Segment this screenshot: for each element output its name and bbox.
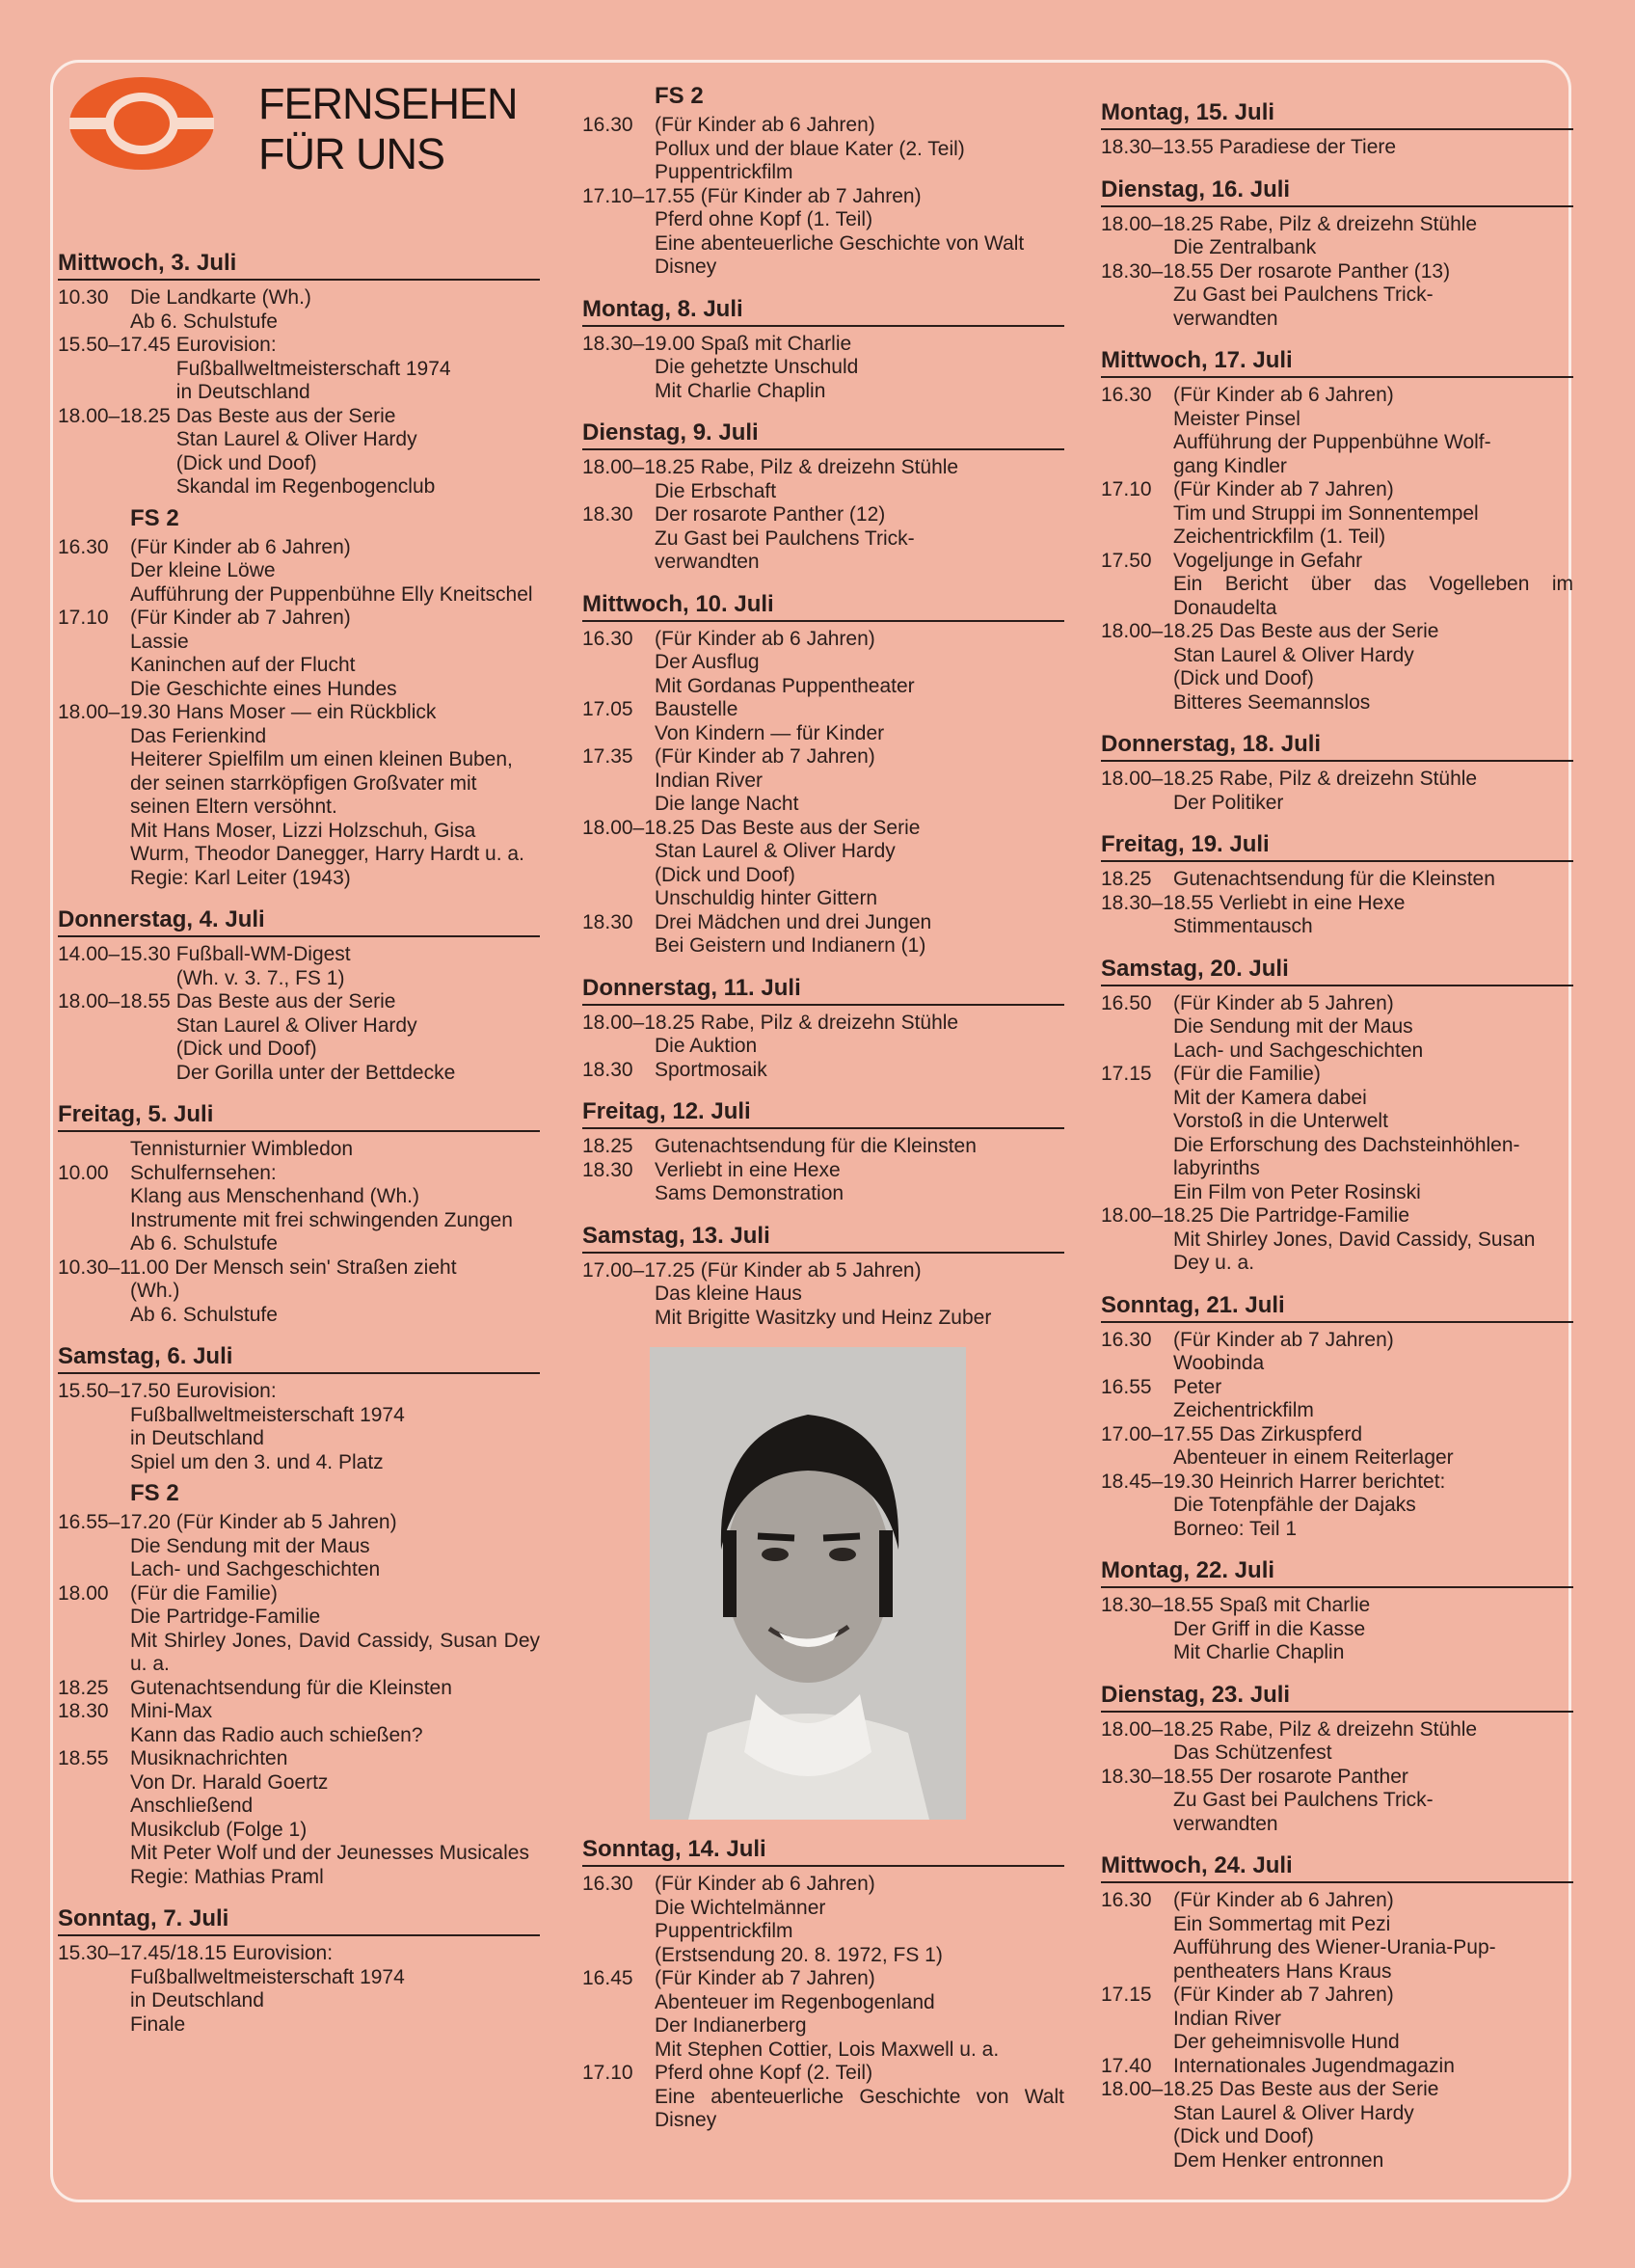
schedule-entry — [1101, 1984, 1573, 2055]
broadcast-title: Eurovision: — [175, 1380, 277, 1402]
broadcast-time: 18.30–18.55 — [1101, 891, 1214, 914]
broadcast-time: 16.30 — [58, 535, 109, 558]
schedule-entry — [1101, 136, 1573, 160]
schedule-entry — [58, 943, 540, 990]
schedule-entry — [58, 701, 540, 725]
schedule-entry — [58, 1677, 540, 1701]
schedule-entry — [1101, 550, 1573, 621]
schedule-entry — [1101, 260, 1573, 284]
broadcast-title: Eurovision: Fußballweltmeisterschaft 1974 in Deutschland — [175, 334, 451, 403]
schedule-entry — [1101, 1471, 1573, 1495]
broadcast-title: Rabe, Pilz & dreizehn Stühle — [700, 1011, 959, 1034]
broadcast-title: Vogeljunge in Gefahr Ein Bericht über das Vogelleben im Donaudelta — [1173, 549, 1573, 619]
schedule-entry — [58, 1747, 540, 1889]
day-heading: Samstag, 13. Juli — [582, 1222, 1064, 1254]
schedule-entry — [582, 333, 1064, 357]
broadcast-title: Fußball-WM-Digest (Wh. v. 3. 7., FS 1) — [175, 943, 351, 989]
broadcast-title: Rabe, Pilz & dreizehn Stühle — [1219, 768, 1478, 790]
schedule-entry — [582, 456, 1064, 480]
schedule-entry — [58, 1138, 540, 1162]
broadcast-title: (Für Kinder ab 6 Jahren) Pollux und der blaue Kater (2. Teil) Puppentrickfilm — [655, 114, 965, 183]
schedule-entry — [1101, 620, 1573, 644]
broadcast-title: Die Partridge-Familie — [1219, 1204, 1410, 1227]
broadcast-details: Stimmentausch — [1173, 915, 1313, 937]
schedule-entry — [1101, 1063, 1573, 1204]
broadcast-details: Der Griff in die Kasse Mit Charlie Chaplin — [1173, 1617, 1366, 1663]
broadcast-title: (Für Kinder ab 7 Jahren) Indian River Die lange Nacht — [655, 745, 875, 815]
day-heading: Dienstag, 9. Juli — [582, 418, 1064, 450]
broadcast-time: 17.15 — [1101, 1063, 1152, 1085]
broadcast-details: Das kleine Haus Mit Brigitte Wasitzky und Heinz Zuber — [655, 1282, 992, 1329]
broadcast-title: (Für Kinder ab 5 Jahren) Die Sendung mit der Maus Lach- und Sachgeschichten — [1173, 991, 1424, 1062]
column-3 — [1101, 83, 1573, 2210]
broadcast-title: Hans Moser — ein Rückblick — [175, 701, 437, 723]
broadcast-time: 17.10–17.55 — [582, 184, 695, 207]
broadcast-details: Die Zentralbank — [1173, 236, 1317, 258]
fs2-heading: FS 2 — [130, 1480, 179, 1506]
schedule-entry — [58, 286, 540, 334]
schedule-entry — [582, 1059, 1064, 1083]
broadcast-time: 17.35 — [582, 745, 633, 768]
broadcast-title: Baustelle Von Kindern — für Kinder — [655, 698, 885, 744]
schedule-entry — [1101, 1594, 1573, 1618]
broadcast-title: Der Mensch sein' Straßen zieht — [174, 1256, 457, 1279]
broadcast-title: Verliebt in eine Hexe Sams Demonstration — [655, 1158, 844, 1204]
broadcast-time: 16.50 — [1101, 991, 1152, 1014]
broadcast-time: 16.30 — [582, 627, 633, 650]
broadcast-time: 17.50 — [1101, 549, 1152, 572]
schedule-entry — [1101, 768, 1573, 792]
broadcast-time: 15.50–17.50 — [58, 1380, 171, 1402]
broadcast-details: Abenteuer in einem Reiterlager — [1173, 1446, 1454, 1469]
column-2 — [582, 81, 1064, 2210]
schedule-entry — [582, 2062, 1064, 2133]
broadcast-time: 18.30 — [582, 1158, 633, 1181]
day-heading: Samstag, 20. Juli — [1101, 955, 1573, 986]
day-heading: Freitag, 19. Juli — [1101, 830, 1573, 862]
schedule-entry — [58, 1511, 540, 1535]
broadcast-title: (Für Kinder ab 5 Jahren) — [700, 1258, 922, 1282]
day-heading: Dienstag, 23. Juli — [1101, 1681, 1573, 1713]
broadcast-time: 18.00–18.25 — [582, 456, 695, 478]
broadcast-time: 16.30 — [1101, 384, 1152, 406]
broadcast-time: 16.45 — [582, 1967, 633, 1989]
day-heading: Montag, 22. Juli — [1101, 1556, 1573, 1588]
schedule-entry — [582, 1259, 1064, 1283]
broadcast-title: (Für Kinder ab 7 Jahren) Indian River Der geheimnisvolle Hund — [1173, 1984, 1400, 2053]
broadcast-title: Der rosarote Panther — [1219, 1765, 1408, 1788]
broadcast-time: 18.30–13.55 — [1101, 136, 1214, 158]
schedule-entry — [58, 607, 540, 701]
broadcast-title: Rabe, Pilz & dreizehn Stühle — [1219, 1717, 1478, 1741]
broadcast-title: Spaß mit Charlie — [1219, 1594, 1371, 1616]
schedule-entry — [1101, 992, 1573, 1064]
broadcast-title: Rabe, Pilz & dreizehn Stühle — [1219, 212, 1478, 235]
broadcast-time: 16.30 — [582, 114, 633, 136]
broadcast-title: (Für die Familie) Mit der Kamera dabei Vorstoß in die Unterwelt Die Erforschung des Dachsteinhöhlen- labyrinths Ein Film von Peter Rosinski — [1173, 1063, 1520, 1203]
schedule-entry — [1101, 213, 1573, 237]
broadcast-title: Sportmosaik — [655, 1058, 767, 1081]
broadcast-time: 16.55–17.20 — [58, 1511, 171, 1533]
broadcast-details: Die Totenpfähle der Dajaks Borneo: Teil 1 — [1173, 1494, 1416, 1540]
day-heading: Sonntag, 21. Juli — [1101, 1291, 1573, 1323]
schedule-entry — [1101, 2078, 1573, 2102]
broadcast-time: 18.00 — [58, 1581, 109, 1605]
broadcast-title: Drei Mädchen und drei Jungen Bei Geistern und Indianern (1) — [655, 910, 932, 957]
schedule-entry — [1101, 868, 1573, 892]
schedule-entry — [582, 745, 1064, 817]
schedule-entry — [582, 185, 1064, 209]
broadcast-time: 18.00–18.25 — [58, 404, 171, 427]
fs2-heading: FS 2 — [130, 504, 179, 531]
broadcast-title: (Für Kinder ab 6 Jahren) Ein Sommertag mit Pezi Aufführung des Wiener-Urania-Pup- pentheaters Hans Kraus — [1173, 1889, 1496, 1983]
broadcast-title: Verliebt in eine Hexe — [1219, 891, 1406, 914]
broadcast-title: Das Beste aus der Serie Stan Laurel & Oliver Hardy (Dick und Doof) Der Gorilla unter der Bettdecke — [175, 990, 456, 1084]
broadcast-title: Peter Zeichentrickfilm — [1173, 1375, 1314, 1421]
broadcast-time: 18.55 — [58, 1747, 109, 1769]
day-heading: Sonntag, 7. Juli — [58, 1904, 540, 1936]
schedule-entry — [58, 1162, 540, 1256]
day-heading: Montag, 8. Juli — [582, 295, 1064, 327]
broadcast-time: 18.25 — [582, 1135, 633, 1157]
schedule-entry — [1101, 2055, 1573, 2079]
broadcast-title: Tennisturnier Wimbledon — [130, 1138, 354, 1160]
day-heading: Donnerstag, 11. Juli — [582, 974, 1064, 1006]
broadcast-details: Fußballweltmeisterschaft 1974 in Deutschland Finale — [130, 1965, 405, 2036]
schedule-entry — [582, 698, 1064, 745]
broadcast-title: Das Beste aus der Serie — [1219, 620, 1439, 642]
broadcast-title: Rabe, Pilz & dreizehn Stühle — [700, 456, 959, 478]
day-heading: Mittwoch, 17. Juli — [1101, 346, 1573, 378]
broadcast-title: Gutenachtsendung für die Kleinsten — [1173, 868, 1495, 890]
header — [58, 69, 540, 233]
broadcast-time: 18.30–18.55 — [1101, 259, 1214, 283]
day-heading: Sonntag, 14. Juli — [582, 1835, 1064, 1867]
schedule-entry — [58, 1700, 540, 1747]
day-heading: Mittwoch, 10. Juli — [582, 590, 1064, 622]
broadcast-time: 18.25 — [58, 1676, 109, 1699]
title-line-1: FERNSEHEN — [258, 79, 518, 128]
day-heading: Samstag, 6. Juli — [58, 1342, 540, 1374]
schedule-entry — [582, 911, 1064, 958]
broadcast-time: 18.25 — [1101, 868, 1152, 890]
schedule-entry — [582, 1012, 1064, 1036]
broadcast-title: Musiknachrichten Von Dr. Harald Goertz Anschließend Musikclub (Folge 1) Mit Peter Wolf und der Jeunesses Musicales Regie: Mathias Praml — [130, 1747, 529, 1888]
broadcast-time: 17.00–17.25 — [582, 1258, 695, 1282]
day-heading: Freitag, 5. Juli — [58, 1100, 540, 1132]
broadcast-details: Stan Laurel & Oliver Hardy (Dick und Doof) Unschuldig hinter Gittern — [655, 840, 896, 909]
broadcast-time: 18.00–18.25 — [1101, 2078, 1214, 2100]
schedule-entry — [58, 1942, 540, 1966]
broadcast-details: Zu Gast bei Paulchens Trick- verwandten — [1173, 284, 1434, 330]
broadcast-time: 18.30 — [582, 910, 633, 933]
broadcast-details: Fußballweltmeisterschaft 1974 in Deutschland Spiel um den 3. und 4. Platz — [130, 1403, 405, 1473]
schedule-entry — [58, 1380, 540, 1404]
schedule-entry — [582, 1967, 1064, 2062]
day-heading: Dienstag, 16. Juli — [1101, 176, 1573, 207]
broadcast-time: 17.15 — [1101, 1984, 1152, 2006]
day-heading: Mittwoch, 24. Juli — [1101, 1851, 1573, 1883]
broadcast-time: 17.10 — [58, 607, 109, 629]
broadcast-details: Die gehetzte Unschuld Mit Charlie Chaplin — [655, 356, 859, 402]
schedule-entry — [1101, 1889, 1573, 1984]
day-heading: Freitag, 12. Juli — [582, 1097, 1064, 1129]
broadcast-details: Das Schützenfest — [1173, 1742, 1332, 1764]
broadcast-title: (Für Kinder ab 6 Jahren) Der Ausflug Mit Gordanas Puppentheater — [655, 627, 915, 697]
broadcast-details: Der Politiker — [1173, 791, 1284, 814]
broadcast-time: 10.30–11.00 — [58, 1256, 170, 1279]
broadcast-time: 18.00–18.25 — [582, 816, 695, 839]
broadcast-details: Die Auktion — [655, 1035, 758, 1057]
schedule-entry — [1101, 1423, 1573, 1447]
broadcast-time: 18.00–18.55 — [58, 990, 171, 1012]
broadcast-time: 14.00–15.30 — [58, 943, 171, 965]
day-heading: Donnerstag, 4. Juli — [58, 905, 540, 937]
day-heading: Montag, 15. Juli — [1101, 98, 1573, 130]
schedule-entry — [58, 1256, 540, 1281]
broadcast-details: Stan Laurel & Oliver Hardy (Dick und Doof) Bitteres Seemannslos — [1173, 643, 1414, 714]
broadcast-title: Schulfernsehen: Klang aus Menschenhand (Wh.) Instrumente mit frei schwingenden Zungen Ab 6. Schulstufe — [130, 1161, 513, 1255]
broadcast-title: Das Beste aus der Serie — [1219, 2078, 1439, 2100]
broadcast-title: (Für Kinder ab 6 Jahren) Die Wichtelmänner Puppentrickfilm (Erstsendung 20. 8. 1972, FS 1) — [655, 1873, 943, 1966]
orf-logo-icon — [69, 77, 214, 170]
schedule-entry — [582, 503, 1064, 575]
broadcast-title: (Für Kinder ab 7 Jahren) Abenteuer im Regenbogenland Der Indianerberg Mit Stephen Cottier, Lois Maxwell u. a. — [655, 1967, 1000, 2061]
broadcast-time: 18.30 — [582, 1058, 633, 1081]
broadcast-title: Eurovision: — [232, 1942, 334, 1964]
broadcast-time: 18.00–18.25 — [582, 1011, 695, 1034]
broadcast-title: Das Zirkuspferd — [1219, 1422, 1363, 1445]
portrait-photo — [650, 1347, 966, 1820]
broadcast-title: (Für Kinder ab 7 Jahren) Lassie Kaninchen auf der Flucht Die Geschichte eines Hundes — [130, 607, 397, 700]
schedule-entry — [582, 114, 1064, 185]
broadcast-title: Der rosarote Panther (12) Zu Gast bei Paulchens Trick- verwandten — [655, 503, 915, 573]
broadcast-title: Das Beste aus der Serie Stan Laurel & Oliver Hardy (Dick und Doof) Skandal im Regenbogenclub — [175, 404, 436, 498]
schedule-entry — [1101, 1204, 1573, 1228]
broadcast-time: 18.00–18.25 — [1101, 1204, 1214, 1227]
broadcast-time: 17.00–17.55 — [1101, 1422, 1214, 1445]
broadcast-time: 18.00–18.25 — [1101, 1717, 1214, 1741]
broadcast-details: Die Sendung mit der Maus Lach- und Sachgeschichten — [130, 1534, 381, 1580]
broadcast-title: Spaß mit Charlie — [700, 332, 852, 355]
schedule-entry — [1101, 384, 1573, 478]
schedule-entry — [58, 990, 540, 1085]
schedule-entry — [1101, 1718, 1573, 1742]
broadcast-title: Paradiese der Tiere — [1219, 136, 1397, 158]
broadcast-time — [58, 1138, 130, 1162]
broadcast-details: Pferd ohne Kopf (1. Teil) Eine abenteuerliche Geschichte von Walt Disney — [655, 208, 1025, 278]
broadcast-details: Das Ferienkind Heiterer Spielfilm um einen kleinen Buben, der seinen starrköpfigen Großvater mit seinen Eltern versöhnt. Mit Hans Moser, Lizzi Holzschuh, Gisa Wurm, Theodor Danegger, Harry Hardt u. a. Regie: Karl Leiter (1943) — [130, 724, 524, 889]
broadcast-title: (Für Kinder ab 6 Jahren) Der kleine Löwe Aufführung der Puppenbühne Elly Kneitschel — [130, 535, 533, 606]
broadcast-title: Pferd ohne Kopf (2. Teil) Eine abenteuerliche Geschichte von Walt Disney — [655, 2062, 1064, 2131]
day-heading: Donnerstag, 18. Juli — [1101, 730, 1573, 762]
day-heading: Mittwoch, 3. Juli — [58, 249, 540, 281]
broadcast-time: 10.00 — [58, 1161, 109, 1184]
schedule-entry — [58, 536, 540, 608]
broadcast-time: 18.00–18.25 — [1101, 212, 1214, 235]
broadcast-title: (Für Kinder ab 7 Jahren) Tim und Struppi im Sonnentempel Zeichentrickfilm (1. Teil) — [1173, 478, 1479, 548]
broadcast-time: 18.00–18.25 — [1101, 620, 1214, 642]
schedule-entry — [1101, 892, 1573, 916]
page-title — [258, 79, 518, 179]
broadcast-details: Stan Laurel & Oliver Hardy (Dick und Doof) Dem Henker entronnen — [1173, 2101, 1414, 2172]
schedule-entry — [582, 817, 1064, 841]
broadcast-time: 15.50–17.45 — [58, 334, 171, 356]
broadcast-title: (Für Kinder ab 7 Jahren) — [700, 184, 922, 207]
broadcast-time: 18.30–18.55 — [1101, 1765, 1214, 1788]
broadcast-title: (Für Kinder ab 6 Jahren) Meister Pinsel Aufführung der Puppenbühne Wolf- gang Kindler — [1173, 384, 1491, 477]
broadcast-time: 10.30 — [58, 286, 109, 309]
broadcast-details: Die Erbschaft — [655, 479, 777, 502]
broadcast-time: 17.10 — [1101, 478, 1152, 500]
broadcast-title: (Für die Familie) Die Partridge-Familie Mit Shirley Jones, David Cassidy, Susan Dey u. a. — [130, 1581, 540, 1675]
broadcast-time: 15.30–17.45/18.15 — [58, 1942, 228, 1964]
broadcast-time: 17.10 — [582, 2062, 633, 2084]
column-1 — [58, 69, 540, 2210]
schedule-entry — [582, 628, 1064, 699]
broadcast-details: (Wh.) Ab 6. Schulstufe — [130, 1280, 278, 1326]
broadcast-title: Die Landkarte (Wh.) Ab 6. Schulstufe — [130, 286, 311, 333]
schedule-entry — [1101, 478, 1573, 550]
broadcast-time: 16.30 — [1101, 1889, 1152, 1911]
schedule-entry — [582, 1159, 1064, 1206]
broadcast-time: 18.30 — [58, 1700, 109, 1722]
broadcast-title: Internationales Jugendmagazin — [1173, 2054, 1455, 2077]
schedule-entry — [582, 1873, 1064, 1967]
schedule-entry — [1101, 1766, 1573, 1790]
broadcast-details: Zu Gast bei Paulchens Trick- verwandten — [1173, 1789, 1434, 1835]
broadcast-time: 16.30 — [582, 1873, 633, 1895]
broadcast-time: 16.55 — [1101, 1375, 1152, 1398]
broadcast-title: (Für Kinder ab 7 Jahren) Woobinda — [1173, 1328, 1394, 1374]
broadcast-time: 18.00–19.30 — [58, 701, 171, 723]
broadcast-details: Mit Shirley Jones, David Cassidy, Susan Dey u. a. — [1173, 1228, 1536, 1274]
fs2-heading: FS 2 — [655, 83, 704, 109]
broadcast-time: 18.00–18.25 — [1101, 768, 1214, 790]
schedule-entry — [58, 334, 540, 405]
title-line-2: FÜR UNS — [258, 129, 444, 178]
schedule-entry — [1101, 1376, 1573, 1423]
broadcast-time: 18.30–19.00 — [582, 332, 695, 355]
broadcast-title: Das Beste aus der Serie — [700, 816, 921, 839]
broadcast-title: Der rosarote Panther (13) — [1219, 259, 1451, 283]
broadcast-title: Gutenachtsendung für die Kleinsten — [130, 1676, 452, 1699]
broadcast-time: 18.30 — [582, 503, 633, 526]
broadcast-title: Gutenachtsendung für die Kleinsten — [655, 1135, 977, 1157]
schedule-entry — [1101, 1329, 1573, 1376]
schedule-entry — [58, 405, 540, 500]
broadcast-title: (Für Kinder ab 5 Jahren) — [175, 1511, 397, 1533]
schedule-entry — [582, 1135, 1064, 1159]
broadcast-time: 17.40 — [1101, 2054, 1152, 2077]
broadcast-title: Mini-Max Kann das Radio auch schießen? — [130, 1700, 423, 1746]
broadcast-title: Heinrich Harrer berichtet: — [1219, 1470, 1446, 1493]
broadcast-time: 17.05 — [582, 698, 633, 720]
broadcast-time: 18.45–19.30 — [1101, 1470, 1214, 1493]
broadcast-time: 18.30–18.55 — [1101, 1594, 1214, 1616]
schedule-entry — [58, 1582, 540, 1677]
broadcast-time: 16.30 — [1101, 1328, 1152, 1351]
